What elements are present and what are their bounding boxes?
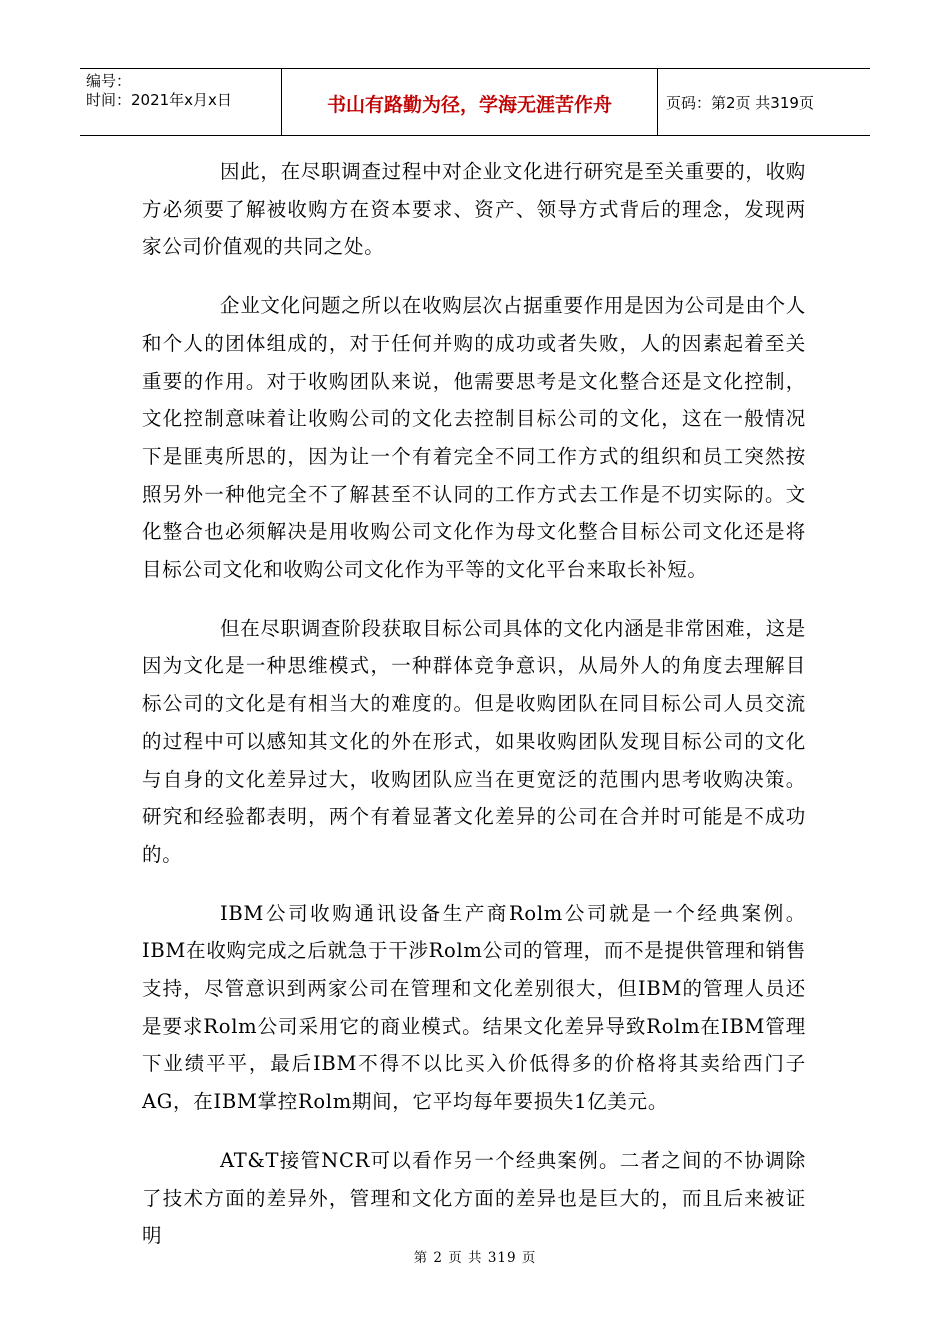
header-page-info: 页码：第2页 共319页: [666, 93, 814, 112]
page-header: [80, 68, 870, 136]
paragraph: AT&T接管NCR可以看作另一个经典案例。二者之间的不协调除了技术方面的差异外，管理和文化方面的差异也是巨大的，而且后来被证明: [142, 1148, 806, 1248]
header-number-label: 编号：: [86, 72, 132, 90]
paragraph: IBM公司收购通讯设备生产商Rolm公司就是一个经典案例。IBM在收购完成之后就急于干涉Rolm公司的管理，而不是提供管理和销售支持，尽管意识到两家公司在管理和文化差别很大，但IBM的管理人员还是要求Rolm公司采用它的商业模式。结果文化差异导致Rolm在IBM管理下业绩平平，最后IBM不得不以比买入价低得多的价格将其卖给西门子AG，在IBM掌控Rolm期间，它平均每年要损失1亿美元。: [142, 901, 806, 1114]
page-footer: 第 2 页 共 319 页: [413, 1250, 537, 1266]
header-time-label: 时间：2021年x月x日: [86, 91, 232, 109]
paragraph: 但在尽职调查阶段获取目标公司具体的文化内涵是非常困难，这是因为文化是一种思维模式，一种群体竞争意识，从局外人的角度去理解目标公司的文化是有相当大的难度的。但是收购团队在同目标公司人员交流的过程中可以感知其文化的外在形式，如果收购团队发现目标公司的文化与自身的文化差异过大，收购团队应当在更宽泛的范围内思考收购决策。研究和经验都表明，两个有着显著文化差异的公司在合并时可能是不成功的。: [142, 616, 806, 866]
document-body: [142, 153, 806, 1276]
header-meta: [80, 69, 282, 135]
paragraph: 企业文化问题之所以在收购层次占据重要作用是因为公司是由个人和个人的团体组成的，对于任何并购的成功或者失败，人的因素起着至关重要的作用。对于收购团队来说，他需要思考是文化整合还是文化控制，文化控制意味着让收购公司的文化去控制目标公司的文化，这在一般情况下是匪夷所思的，因为让一个有着完全不同工作方式的组织和员工突然按照另外一种他完全不了解甚至不认同的工作方式去工作是不切实际的。文化整合也必须解决是用收购公司文化作为母文化整合目标公司文化还是将目标公司文化和收购公司文化作为平等的文化平台来取长补短。: [142, 294, 806, 582]
paragraph: 因此，在尽职调查过程中对企业文化进行研究是至关重要的，收购方必须要了解被收购方在资本要求、资产、领导方式背后的理念，发现两家公司价值观的共同之处。: [142, 160, 806, 259]
header-motto: 书山有路勤为径，学海无涯苦作舟: [282, 69, 658, 135]
